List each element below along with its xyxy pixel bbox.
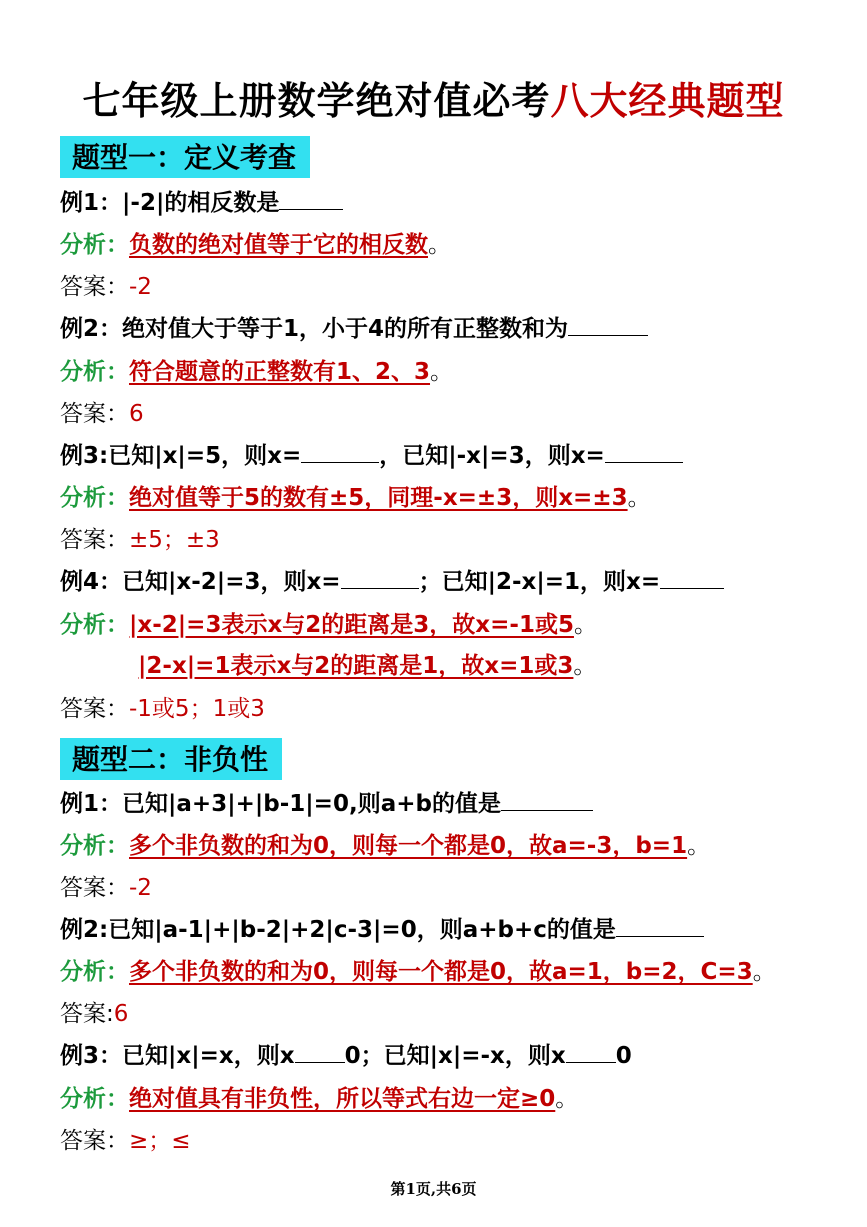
s1-ex2-question: 例2：绝对值大于等于1，小于4的所有正整数和为 xyxy=(60,313,648,345)
s1-ex4-answer: 答案：-1或5；1或3 xyxy=(60,696,265,722)
answer-blank xyxy=(616,916,704,937)
answer-blank xyxy=(501,790,593,811)
s2-ex3-analysis: 分析：绝对值具有非负性，所以等式右边一定≥0。 xyxy=(60,1086,579,1112)
s1-ex3-question: 例3:已知|x|=5，则x= ，已知|-x|=3，则x= xyxy=(60,440,683,472)
answer-blank xyxy=(566,1042,616,1063)
s2-ex2-question: 例2:已知|a-1|+|b-2|+2|c-3|=0，则a+b+c的值是 xyxy=(60,914,704,946)
s2-ex1-answer: 答案：-2 xyxy=(60,875,152,901)
answer-blank xyxy=(295,1042,345,1063)
s1-ex3-answer: 答案：±5；±3 xyxy=(60,527,220,553)
s1-ex4-question: 例4：已知|x-2|=3，则x= ；已知|2-x|=1，则x= xyxy=(60,566,724,598)
s2-ex2-analysis: 分析：多个非负数的和为0，则每一个都是0，故a=1，b=2，C=3。 xyxy=(60,959,776,985)
s2-ex2-answer: 答案:6 xyxy=(60,1001,129,1027)
section2-tag: 题型二：非负性 xyxy=(60,738,282,780)
answer-blank xyxy=(660,568,724,589)
s1-ex4-analysis-2: |2-x|=1表示x与2的距离是1，故x=1或3。 xyxy=(138,653,597,679)
page-title xyxy=(0,70,867,125)
page-footer: 第1页,共6页 xyxy=(390,1180,477,1198)
s1-ex1-question: 例1：|-2|的相反数是 xyxy=(60,187,343,219)
s2-ex3-question: 例3：已知|x|=x，则x 0；已知|x|=-x，则x 0 xyxy=(60,1043,632,1069)
s1-ex2-answer: 答案：6 xyxy=(60,401,144,427)
s2-ex1-analysis: 分析：多个非负数的和为0，则每一个都是0，故a=-3，b=1。 xyxy=(60,833,711,859)
answer-blank xyxy=(341,568,419,589)
s1-ex1-answer: 答案：-2 xyxy=(60,274,152,300)
answer-blank xyxy=(301,442,379,463)
title-main: 七年级上册数学绝对值必考 xyxy=(82,79,551,123)
s2-ex1-question: 例1：已知|a+3|+|b-1|=0,则a+b的值是 xyxy=(60,788,593,820)
answer-blank xyxy=(605,442,683,463)
s1-ex1-analysis: 分析：负数的绝对值等于它的相反数。 xyxy=(60,232,451,258)
s1-ex3-analysis: 分析：绝对值等于5的数有±5，同理-x=±3，则x=±3。 xyxy=(60,485,651,511)
s1-ex4-analysis: 分析：|x-2|=3表示x与2的距离是3，故x=-1或5。 xyxy=(60,612,597,638)
answer-blank xyxy=(568,315,648,336)
s1-ex2-analysis: 分析：符合题意的正整数有1、2、3。 xyxy=(60,359,454,385)
s2-ex3-answer: 答案：≥；≤ xyxy=(60,1128,191,1154)
title-highlight: 八大经典题型 xyxy=(550,79,785,123)
section1-tag: 题型一：定义考查 xyxy=(60,136,310,178)
answer-blank xyxy=(279,189,343,210)
